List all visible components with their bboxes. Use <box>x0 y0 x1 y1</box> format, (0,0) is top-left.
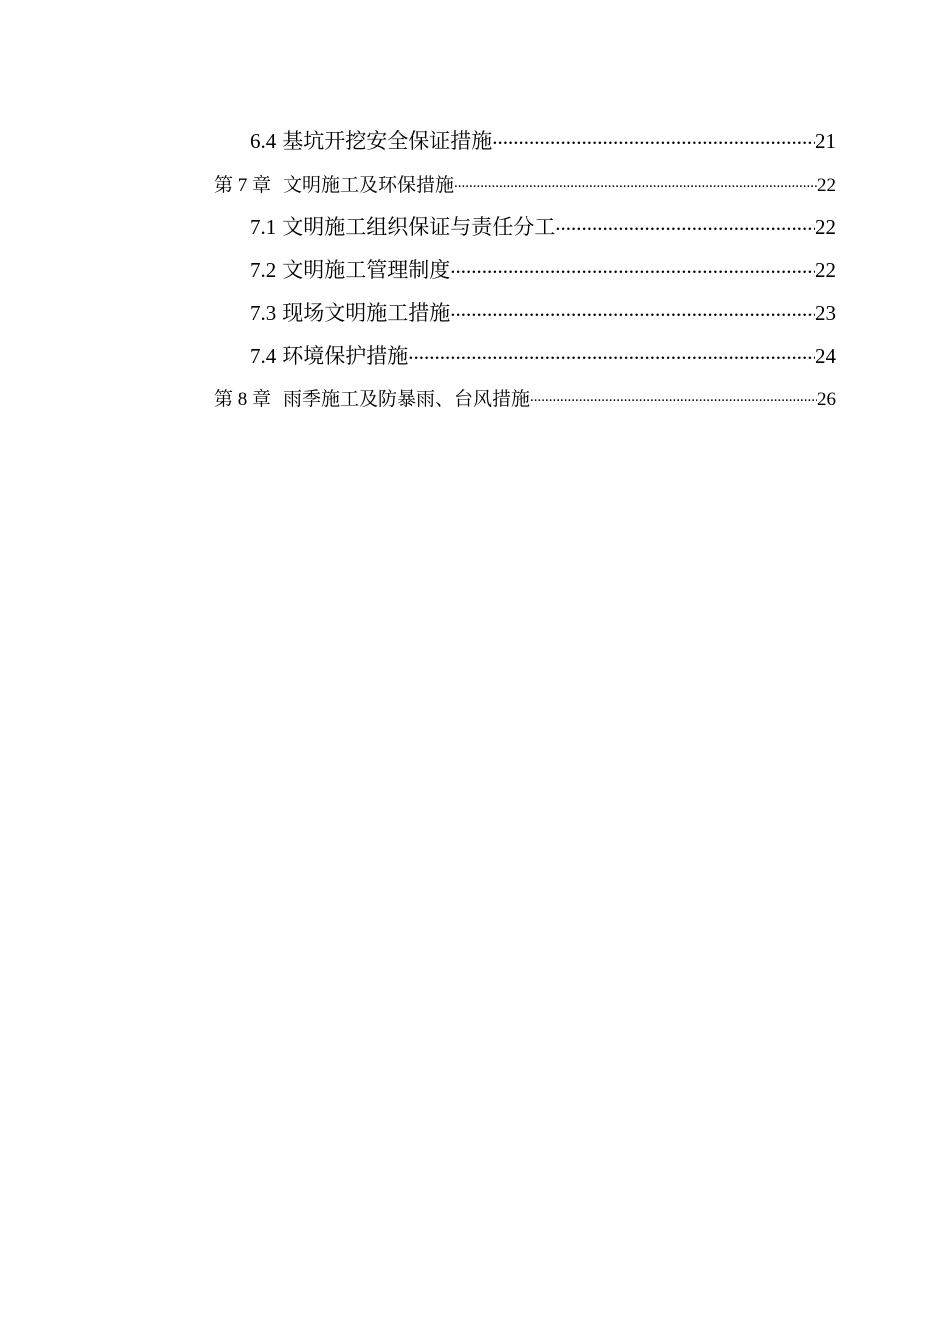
toc-entry-page: 22 <box>815 215 836 239</box>
toc-entry-title: 雨季施工及防暴雨、台风措施 <box>283 389 531 410</box>
toc-leader-dots <box>450 299 815 320</box>
toc-entry-title: 文明施工管理制度 <box>282 258 451 282</box>
toc-entry-title: 现场文明施工措施 <box>282 301 451 325</box>
toc-entry-page: 24 <box>815 344 836 368</box>
toc-entry-page: 26 <box>817 389 836 410</box>
toc-leader-dots <box>450 256 815 277</box>
toc-entry-page: 21 <box>815 129 836 153</box>
toc-entry-7-2[interactable] <box>250 256 836 281</box>
toc-entry-number: 7.3 <box>250 301 277 325</box>
toc-leader-dots <box>408 342 815 363</box>
toc-entry-number: 第 8 章 <box>214 389 272 410</box>
toc-entry-number: 第 7 章 <box>214 175 272 196</box>
toc-leader-dots <box>530 386 817 405</box>
toc-leader-dots <box>555 213 815 234</box>
toc-entry-page: 22 <box>815 258 836 282</box>
toc-entry-6-4[interactable] <box>250 127 836 152</box>
toc-leader-dots <box>492 127 815 148</box>
toc-entry-chapter-7[interactable] <box>214 172 836 195</box>
toc-entry-title: 文明施工组织保证与责任分工 <box>282 215 556 239</box>
toc-entry-title: 基坑开挖安全保证措施 <box>282 129 493 153</box>
toc-entry-7-4[interactable] <box>250 342 836 367</box>
toc-leader-dots <box>454 172 817 191</box>
toc-entry-title: 环境保护措施 <box>282 344 409 368</box>
toc-entry-title: 文明施工及环保措施 <box>283 175 455 196</box>
toc-entry-page: 23 <box>815 301 836 325</box>
toc-entry-number: 7.4 <box>250 344 277 368</box>
toc-entry-number: 6.4 <box>250 129 277 153</box>
toc-entry-7-1[interactable] <box>250 213 836 238</box>
toc-entry-number: 7.2 <box>250 258 277 282</box>
toc-entry-7-3[interactable] <box>250 299 836 324</box>
toc-entry-page: 22 <box>817 175 836 196</box>
toc-entry-number: 7.1 <box>250 215 277 239</box>
toc-entry-chapter-8[interactable] <box>214 386 836 409</box>
